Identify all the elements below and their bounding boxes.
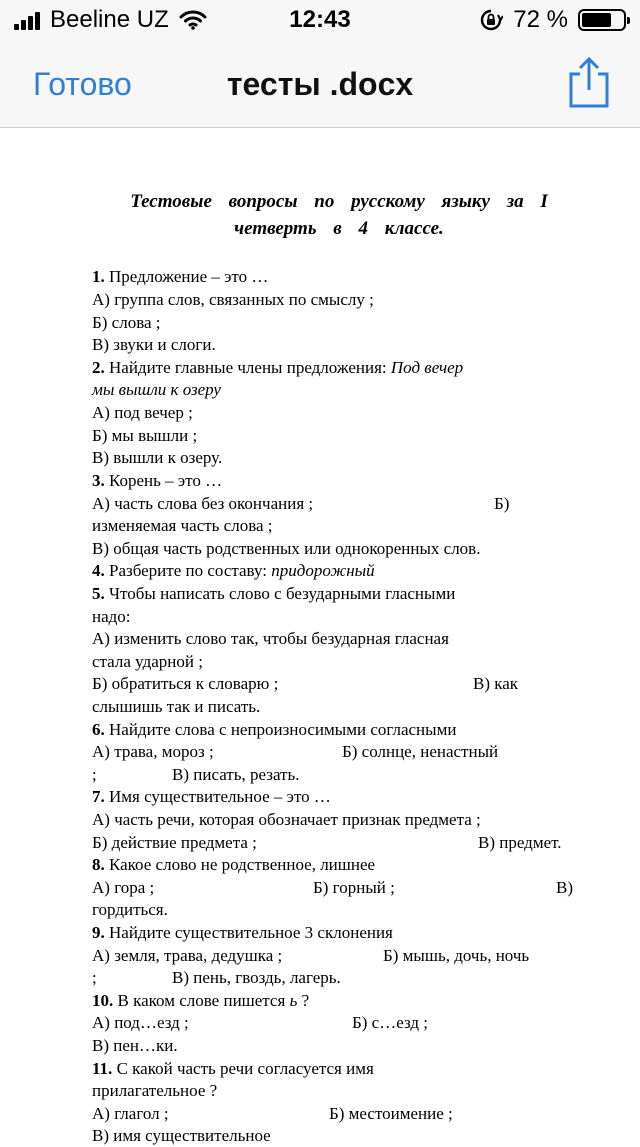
q6-answer-b-end: ; [92, 765, 97, 784]
q10-answer-c: В) пен…ки. [92, 1036, 178, 1055]
battery-percent: 72 % [513, 6, 568, 33]
q7-answer-b: Б) действие предмета ; [92, 833, 257, 852]
done-button[interactable]: Готово [33, 66, 132, 102]
signal-strength-icon [14, 10, 42, 30]
q9-answer-b-end: ; [92, 968, 97, 987]
q11-answer-a: А) глагол ; [92, 1104, 169, 1123]
question-1: 1. Предложение – это … [92, 267, 269, 286]
status-time: 12:43 [289, 6, 351, 33]
wifi-icon [179, 10, 207, 30]
battery-fill [582, 13, 611, 27]
q8-answer-c: гордиться. [92, 900, 168, 919]
q8-answer-b: Б) горный ; [313, 878, 395, 897]
q2-answer-b: Б) мы вышли ; [92, 426, 198, 445]
q1-answer-b: Б) слова ; [92, 313, 161, 332]
q3-answer-b-marker: Б) [494, 494, 510, 513]
status-right [479, 6, 626, 34]
document-view[interactable] [0, 128, 640, 1145]
q7-answer-c: В) предмет. [478, 833, 562, 852]
q9-answer-c: В) пень, гвоздь, лагерь. [172, 968, 341, 987]
carrier-name: Beeline UZ [50, 6, 169, 33]
question-10: 10. В каком слове пишется ь ? [92, 991, 310, 1010]
q9-answer-a: А) земля, трава, дедушка ; [92, 946, 283, 965]
q6-answer-b: Б) солнце, ненастный [342, 742, 499, 761]
share-icon[interactable] [566, 56, 612, 108]
q11-answer-c: В) имя существительное [92, 1126, 271, 1145]
q3-answer-c: В) общая часть родственных или однокоренных слов. [92, 539, 481, 558]
q2-example: мы вышли к озеру [92, 380, 221, 399]
question-3: 3. Корень – это … [92, 471, 223, 490]
battery-icon [578, 9, 626, 31]
q6-answer-c: В) писать, резать. [172, 765, 300, 784]
q9-answer-b: Б) мышь, дочь, ночь [383, 946, 530, 965]
q3-answer-b: изменяемая часть слова ; [92, 516, 273, 535]
q6-answer-a: А) трава, мороз ; [92, 742, 214, 761]
document-heading [92, 188, 586, 242]
q7-answer-a: А) часть речи, которая обозначает признак предмета ; [92, 810, 481, 829]
nav-bar [0, 42, 640, 128]
q1-answer-a: А) группа слов, связанных по смыслу ; [92, 290, 374, 309]
document-title: тесты .docx [226, 66, 414, 102]
q5-answer-a: А) изменить слово так, чтобы безударная гласная [92, 629, 449, 648]
heading-line-1: Тестовые вопросы по русскому языку за I [130, 191, 548, 212]
question-7: 7. Имя существительное – это … [92, 787, 331, 806]
q5-answer-a-cont: стала ударной ; [92, 652, 203, 671]
q5-answer-c-marker: В) как [473, 674, 519, 693]
q2-answer-c: В) вышли к озеру. [92, 448, 223, 467]
q10-answer-a: А) под…езд ; [92, 1013, 189, 1032]
question-4: 4. Разберите по составу: придорожный [92, 561, 375, 580]
question-2: 2. Найдите главные члены предложения: Под вечер [92, 358, 464, 377]
heading-line-2: четверть в 4 классе. [234, 218, 444, 239]
q11-answer-b: Б) местоимение ; [329, 1104, 453, 1123]
status-bar [0, 0, 640, 42]
question-9: 9. Найдите существительное 3 склонения [92, 923, 393, 942]
q8-answer-c-marker: В) [556, 878, 573, 897]
q8-answer-a: А) гора ; [92, 878, 155, 897]
status-left [14, 6, 207, 34]
question-6: 6. Найдите слова с непроизносимыми согласными [92, 720, 457, 739]
q5-answer-b: Б) обратиться к словарю ; [92, 674, 279, 693]
q1-answer-c: В) звуки и слоги. [92, 335, 216, 354]
q3-answer-a: А) часть слова без окончания ; [92, 494, 314, 513]
question-8: 8. Какое слово не родственное, лишнее [92, 855, 376, 874]
question-11: 11. С какой часть речи согласуется имя [92, 1059, 374, 1078]
q5-answer-c: слышишь так и писать. [92, 697, 261, 716]
question-5-cont: надо: [92, 607, 131, 626]
question-5: 5. Чтобы написать слово с безударными гласными [92, 584, 456, 603]
orientation-lock-icon [479, 8, 503, 32]
q10-answer-b: Б) с…езд ; [352, 1013, 429, 1032]
question-11-cont: прилагательное ? [92, 1081, 218, 1100]
q2-answer-a: А) под вечер ; [92, 403, 193, 422]
